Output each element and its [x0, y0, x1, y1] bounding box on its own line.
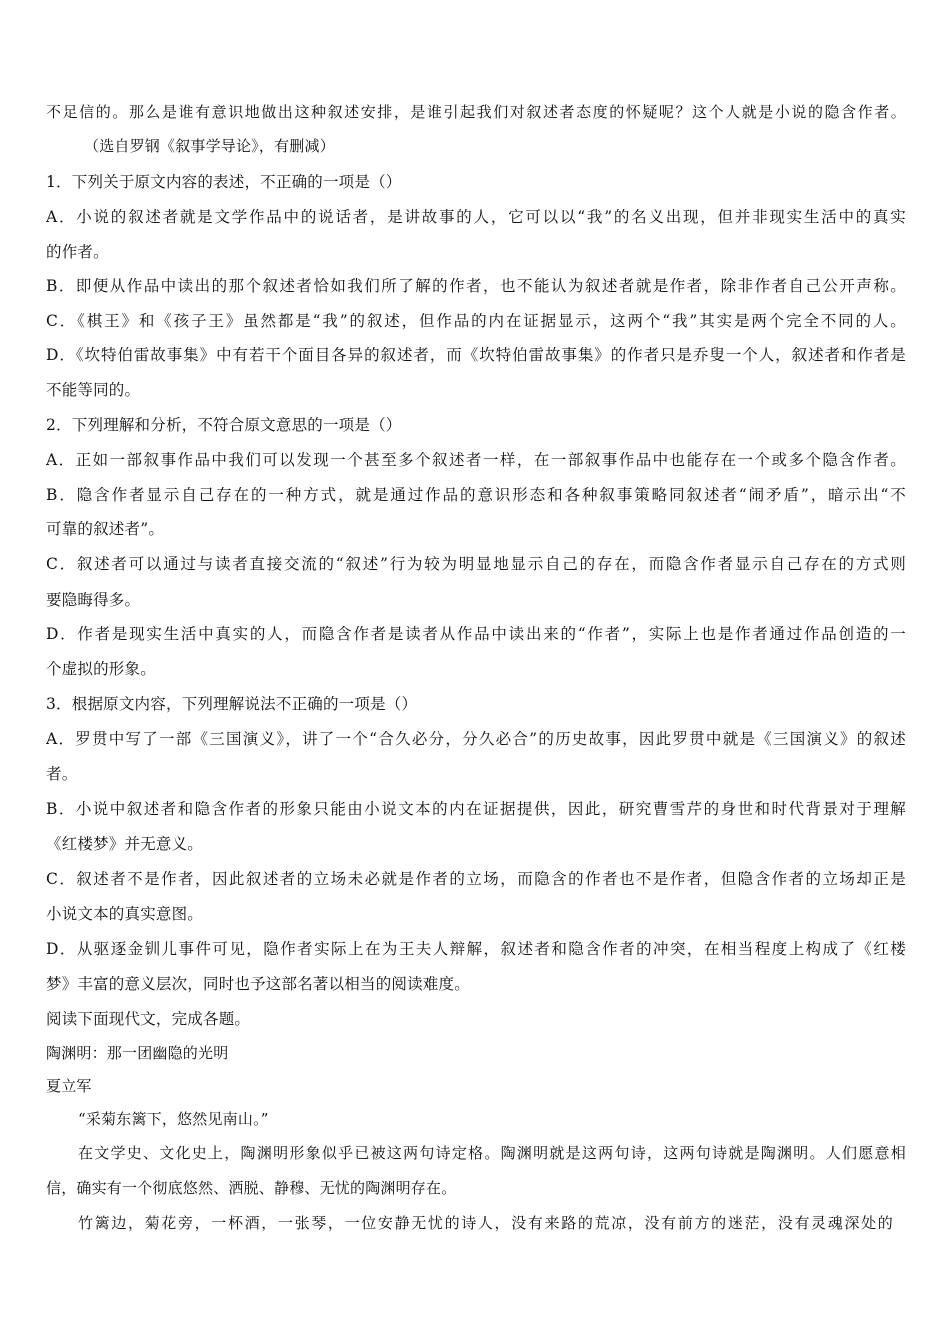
- passage-title: 陶渊明：那一团幽隐的光明: [46, 1044, 229, 1062]
- passage-quote: “采菊东篱下，悠然见南山。”: [78, 1110, 269, 1128]
- question-2-option-c-cont: 要隐晦得多。: [46, 591, 141, 609]
- question-1-option-b: B．即便从作品中读出的那个叙述者恰如我们所了解的作者，也不能认为叙述者就是作者，除非作者自己公开声称。: [46, 277, 906, 295]
- question-1-option-c: C．《棋王》和《孩子王》虽然都是“我”的叙述，但作品的内在证据显示，这两个“我”其实是两个完全不同的人。: [46, 312, 906, 330]
- question-1-option-a: A．小说的叙述者就是文学作品中的说话者，是讲故事的人，它可以以“我”的名义出现，但并非现实生活中的真实: [46, 208, 906, 226]
- question-3-option-b-cont: 《红楼梦》并无意义。: [46, 835, 204, 853]
- source-citation: （选自罗钢《叙事学导论》，有删减）: [84, 137, 335, 155]
- passage-author: 夏立军: [46, 1077, 92, 1095]
- question-1-option-a-cont: 的作者。: [46, 243, 109, 261]
- question-3-stem: 3．根据原文内容，下列理解说法不正确的一项是（）: [46, 695, 418, 713]
- question-2-option-a: A．正如一部叙事作品中我们可以发现一个甚至多个叙述者一样，在一部叙事作品中也能存在一个或多个隐含作者。: [46, 451, 906, 469]
- question-3-option-d: D．从驱逐金钏儿事件可见，隐作者实际上在为王夫人辩解，叙述者和隐含作者的冲突，在相当程度上构成了《红楼: [46, 940, 906, 958]
- question-3-option-d-cont: 梦》丰富的意义层次，同时也予这部名著以相当的阅读难度。: [46, 975, 470, 993]
- passage-paragraph-1: 在文学史、文化史上，陶渊明形象似乎已被这两句诗定格。陶渊明就是这两句诗，这两句诗就是陶渊明。人们愿意相: [78, 1144, 906, 1162]
- question-3-option-b: B．小说中叙述者和隐含作者的形象只能由小说文本的内在证据提供，因此，研究曹雪芹的身世和时代背景对于理解: [46, 800, 906, 818]
- question-2-option-c: C．叙述者可以通过与读者直接交流的“叙述”行为较为明显地显示自己的存在，而隐含作者显示自己存在的方式则: [46, 555, 906, 573]
- question-3-option-a: A．罗贯中写了一部《三国演义》，讲了一个“合久必分，分久必合”的历史故事，因此罗贯中就是《三国演义》的叙述: [46, 730, 906, 748]
- question-2-option-d: D．作者是现实生活中真实的人，而隐含作者是读者从作品中读出来的“作者”，实际上也是作者通过作品创造的一: [46, 625, 906, 643]
- passage-paragraph-1-cont: 信，确实有一个彻底悠然、洒脱、静穆、无忧的陶渊明存在。: [46, 1179, 457, 1197]
- question-2-option-b-cont: 可靠的叙述者”。: [46, 520, 165, 538]
- question-1-stem: 1．下列关于原文内容的表述，不正确的一项是（）: [46, 173, 402, 191]
- question-1-option-d: D．《坎特伯雷故事集》中有若干个面目各异的叙述者，而《坎特伯雷故事集》的作者只是乔叟一个人，叙述者和作者是: [46, 346, 906, 364]
- question-2-option-b: B．隐含作者显示自己存在的一种方式，就是通过作品的意识形态和各种叙事策略同叙述者“闹矛盾”，暗示出“不: [46, 486, 906, 504]
- question-3-option-c-cont: 小说文本的真实意图。: [46, 905, 204, 923]
- question-3-option-a-cont: 者。: [46, 765, 78, 783]
- question-1-option-d-cont: 不能等同的。: [46, 381, 141, 399]
- question-2-option-d-cont: 个虚拟的形象。: [46, 660, 156, 678]
- question-3-option-c: C．叙述者不是作者，因此叙述者的立场未必就是作者的立场，而隐含的作者也不是作者，但隐含作者的立场却正是: [46, 870, 906, 888]
- intro-line: 不足信的。那么是谁有意识地做出这种叙述安排，是谁引起我们对叙述者态度的怀疑呢？这个人就是小说的隐含作者。: [46, 103, 906, 121]
- passage-paragraph-2: 竹篱边，菊花旁，一杯酒，一张琴，一位安静无忧的诗人，没有来路的荒凉，没有前方的迷茫，没有灵魂深处的: [78, 1214, 893, 1232]
- reading-instruction: 阅读下面现代文，完成各题。: [46, 1010, 251, 1028]
- question-2-stem: 2．下列理解和分析，不符合原文意思的一项是（）: [46, 416, 402, 434]
